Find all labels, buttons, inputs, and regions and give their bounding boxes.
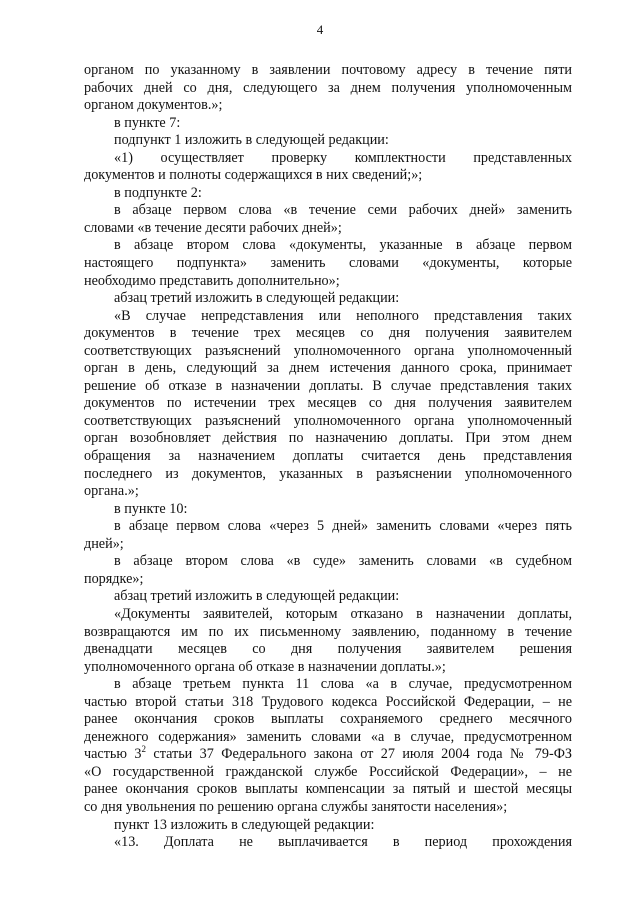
- line-text: органа.»;: [84, 483, 139, 500]
- document-body: [84, 62, 572, 852]
- text-line: [84, 553, 572, 571]
- line-text: подпункт 1 изложить в следующей редакции:: [114, 132, 389, 149]
- line-text: двенадцати месяцев со дня получения заявителем решения: [84, 641, 572, 658]
- line-text: пункт 13 изложить в следующей редакции:: [114, 816, 375, 833]
- text-line: [84, 817, 572, 835]
- text-line: [84, 273, 572, 291]
- line-text: абзац третий изложить в следующей редакции:: [114, 290, 400, 307]
- text-line: [84, 641, 572, 659]
- line-text: в абзаце втором слова «в суде» заменить словами «в судебном: [114, 553, 572, 570]
- line-text-after: статьи 37 Федерального закона от 27 июля 2004 года № 79-ФЗ: [146, 746, 573, 763]
- text-line: [84, 343, 572, 361]
- text-line: [84, 571, 572, 589]
- text-line: [84, 781, 572, 799]
- line-text: последнего из документов, указанных в разъяснении уполномоченного: [84, 465, 572, 482]
- line-text: частью второй статьи 318 Трудового кодекса Российской Федерации, – не: [84, 693, 572, 710]
- text-line: [84, 764, 572, 782]
- text-line: [84, 799, 572, 817]
- line-text: «В случае непредставления или неполного представления таких: [114, 307, 572, 324]
- line-text: настоящего подпункта» заменить словами «документы, которые: [84, 255, 572, 272]
- line-text: порядке»;: [84, 570, 144, 587]
- text-line: [84, 676, 572, 694]
- text-line: [84, 588, 572, 606]
- text-line: [84, 694, 572, 712]
- line-text: в пункте 7:: [114, 114, 181, 131]
- line-text: обращения за назначением доплаты считается день представления: [84, 448, 572, 465]
- text-line: [84, 834, 572, 852]
- line-text: в абзаце первом слова «в течение семи рабочих дней» заменить: [114, 202, 572, 219]
- line-text: решение об отказе в назначении доплаты. В случае представления таких: [84, 377, 572, 394]
- line-text: в абзаце втором слова «документы, указанные в абзаце первом: [114, 237, 572, 254]
- text-line: [84, 501, 572, 519]
- text-line: [84, 150, 572, 168]
- line-text: орган в день, следующий за днем истечения данного срока, принимает: [84, 360, 572, 377]
- text-line: [84, 413, 572, 431]
- text-line: [84, 308, 572, 326]
- page-number: 4: [316, 22, 324, 37]
- line-text: «Документы заявителей, которым отказано в назначении доплаты,: [114, 605, 572, 622]
- text-line: [84, 185, 572, 203]
- line-text: возвращаются им по их письменному заявлению, поданному в течение: [84, 623, 572, 640]
- text-line: [84, 237, 572, 255]
- text-line: [84, 466, 572, 484]
- text-line: [84, 624, 572, 642]
- text-line: [84, 448, 572, 466]
- line-text: дней»;: [84, 535, 124, 552]
- line-text: словами «в течение десяти рабочих дней»;: [84, 219, 342, 236]
- line-text: необходимо представить дополнительно»;: [84, 272, 340, 289]
- text-line: [84, 325, 572, 343]
- line-text: в пункте 10:: [114, 500, 188, 517]
- line-text: соответствующих разъяснений уполномоченного органа уполномоченный: [84, 412, 572, 429]
- text-line: [84, 62, 572, 80]
- line-text: органом документов.»;: [84, 97, 223, 114]
- text-line: [84, 97, 572, 115]
- text-line: [84, 202, 572, 220]
- line-text: ранее окончания сроков выплаты сохраняемого среднего месячного: [84, 711, 572, 728]
- line-text: органом по указанному в заявлении почтовому адресу в течение пяти: [84, 62, 572, 78]
- line-text: «1) осуществляет проверку комплектности представленных: [114, 149, 572, 166]
- line-text: орган возобновляет действия по назначению доплаты. При этом днем: [84, 430, 572, 447]
- line-text: частью 3: [84, 746, 142, 763]
- text-line: [84, 743, 573, 764]
- line-text: абзац третий изложить в следующей редакции:: [114, 588, 400, 605]
- text-line: [84, 536, 572, 554]
- text-line: [84, 729, 572, 747]
- line-text: рабочих дней со дня, следующего за днем получения уполномоченным: [84, 79, 572, 96]
- text-line: [84, 395, 572, 413]
- line-text: «13. Доплата не выплачивается в период прохождения: [114, 834, 572, 851]
- text-line: [84, 132, 572, 150]
- superscript: 2: [141, 743, 146, 754]
- line-text: документов и полноты содержащихся в них сведений;»;: [84, 167, 423, 184]
- line-text: уполномоченного органа об отказе в назначении доплаты.»;: [84, 658, 446, 675]
- text-line: [84, 115, 572, 133]
- text-line: [84, 360, 572, 378]
- line-text: ранее окончания сроков выплаты компенсации за пятый и шестой месяцы: [84, 781, 572, 798]
- text-line: [84, 659, 572, 677]
- text-line: [84, 378, 572, 396]
- line-text: соответствующих разъяснений уполномоченного органа уполномоченный: [84, 342, 572, 359]
- line-text: денежного содержания» заменить словами «а в случае, предусмотренном: [84, 728, 572, 745]
- text-line: [84, 80, 572, 98]
- text-line: [84, 711, 572, 729]
- text-line: [84, 167, 572, 185]
- text-line: [84, 606, 572, 624]
- text-line: [84, 483, 572, 501]
- text-line: [84, 430, 572, 448]
- line-text: документов по истечении трех месяцев со дня получения заявителем: [84, 395, 572, 412]
- text-line: [84, 255, 572, 273]
- text-line: [84, 220, 572, 238]
- line-text: «О государственной гражданской службе Российской Федерации», – не: [84, 763, 572, 780]
- text-line: [84, 518, 572, 536]
- line-text: в абзаце третьем пункта 11 слова «а в случае, предусмотренном: [114, 676, 572, 693]
- line-text: документов в течение трех месяцев со дня получения заявителем: [84, 325, 572, 342]
- line-text: со дня увольнения по решению органа службы занятости населения»;: [84, 798, 508, 815]
- text-line: [84, 290, 572, 308]
- line-text: в абзаце первом слова «через 5 дней» заменить словами «через пять: [114, 518, 572, 535]
- line-text: в подпункте 2:: [114, 184, 202, 201]
